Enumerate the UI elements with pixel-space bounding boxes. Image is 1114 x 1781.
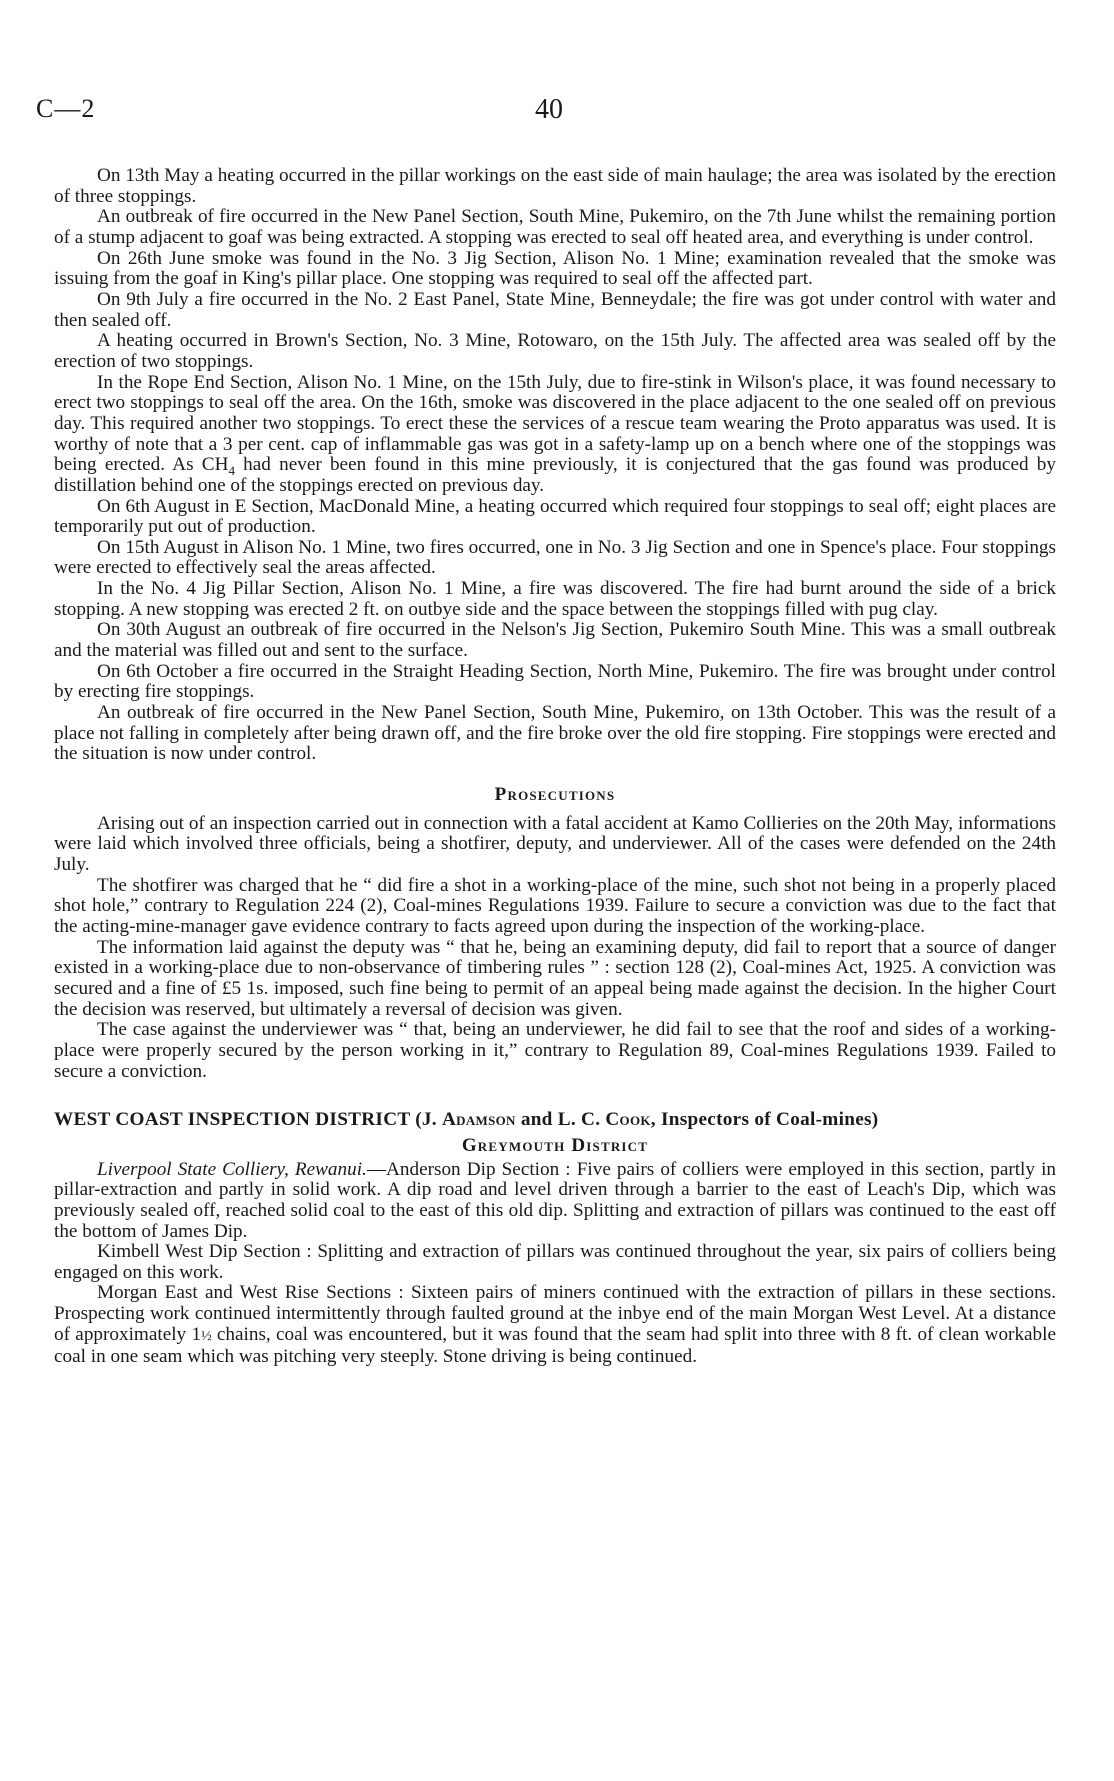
page-reference: C—2 xyxy=(36,94,96,123)
fire-report-paragraph: On 26th June smoke was found in the No. 3 Jig Section, Alison No. 1 Mine; examination revealed that the smoke was issuing from the goaf in King's pillar place. One stopping was required to seal off the affected part. xyxy=(54,247,1056,290)
fire-report-paragraph: On 6th August in E Section, MacDonald Mine, a heating occurred which required four stoppings to seal off; eight places are temporarily put out of production. xyxy=(54,495,1056,538)
colliery-paragraph: Kimbell West Dip Section : Splitting and extraction of pillars was continued throughout the year, six pairs of colliers being engaged on this work. xyxy=(54,1241,1056,1283)
heading-text: and L. C. xyxy=(515,1109,606,1131)
fire-report-paragraph: An outbreak of fire occurred in the New Panel Section, South Mine, Pukemiro, on the 7th June whilst the remaining portion of a stump adjacent to goaf was being extracted. A stopping was erected to seal off heated area, and everything is under control. xyxy=(54,206,1056,248)
fire-report-paragraph: An outbreak of fire occurred in the New Panel Section, South Mine, Pukemiro, on 13th October. This was the result of a place not falling in completely after being drawn off, and the fire broke over the old fire stopping. Fire stoppings were erected and the situation is now under control. xyxy=(54,702,1056,765)
paragraph-text: In the Rope End Section, Alison No. 1 Mine, on the 15th July, due to fire-stink in Wilson's place, it was found necessary to erect two stoppings to seal off the area. On the 16th, smoke was discovered in the place adjacent to the one sealed off on previous day. This required another two stoppings. To erect these the services of a rescue team wearing the Proto apparatus was used. It is worthy of note that a 3 per cent. cap of inflammable gas was got in a safety-lamp up on a bench where one of the stoppings was being erected. As CH xyxy=(54,371,1056,476)
colliery-paragraph xyxy=(54,1160,1056,1243)
fire-report-paragraph: A heating occurred in Brown's Section, No. 3 Mine, Rotowaro, on the 15th July. The affected area was sealed off by the erection of two stoppings. xyxy=(54,330,1056,372)
fire-report-paragraph: In the No. 4 Jig Pillar Section, Alison No. 1 Mine, a fire was discovered. The fire had burnt around the side of a brick stopping. A new stopping was erected 2 ft. on outbye side and the space between the stoppings filled with pug clay. xyxy=(54,578,1056,620)
fire-report-paragraph: On 13th May a heating occurred in the pillar workings on the east side of main haulage; the area was isolated by the erection of three stoppings. xyxy=(54,165,1056,207)
page-number: 40 xyxy=(535,94,563,125)
section-heading-west-coast xyxy=(54,1110,1056,1131)
fraction: ½ xyxy=(201,1328,212,1344)
prosecution-paragraph: The information laid against the deputy was “ that he, being an examining deputy, did fail to report that a source of danger existed in a working-place due to non-observance of timbering rules ” : section 128 (2), Coal-mines Act, 1925. A conviction was secured and a fine of £5 1s. imposed, such fine being to permit of an appeal being made against the decision. In the higher Court the decision was reserved, but ultimately a reversal of decision was given. xyxy=(54,936,1056,1020)
heading-text: , Inspectors of Coal-mines) xyxy=(650,1109,879,1131)
subscript: 4 xyxy=(228,463,235,479)
heading-text: WEST COAST INSPECTION DISTRICT (J. xyxy=(54,1109,442,1131)
section-heading-prosecutions: Prosecutions xyxy=(494,784,616,806)
fire-report-paragraph: On 6th October a fire occurred in the Straight Heading Section, North Mine, Pukemiro. The fire was brought under control by erecting fire stoppings. xyxy=(54,660,1056,703)
paragraph-text: had never been found in this mine previously, it is conjectured that the gas found was produced by distillation behind one of the stoppings erected on previous day. xyxy=(54,454,1056,496)
subheading-greymouth-district: Greymouth District xyxy=(461,1134,649,1156)
body-text xyxy=(54,166,1056,1368)
colliery-name: Liverpool State Colliery, Rewanui. xyxy=(97,1158,367,1180)
paragraph-text: chains, coal was encountered, but it was found that the seam had split into three with 8 ft. of clean workable coal in one seam which was pitching very steeply. Stone driving is being continued. xyxy=(54,1323,1056,1368)
colliery-paragraph xyxy=(54,1283,1056,1368)
paragraph-text: —Anderson Dip Section : Five pairs of colliers were employed in this section, partly in pillar-extraction and partly in solid work. A dip road and level driven through a barrier to the east of Leach's Dip, which was previously sealed off, reached solid coal to the east of this old dip. Splitting and extraction of pillars was continued to the east off the bottom of James Dip. xyxy=(54,1158,1057,1242)
inspector-name: Adamson xyxy=(441,1109,516,1131)
paragraph-text: Morgan East and West Rise Sections : Sixteen pairs of miners continued with the extraction of pillars in these sections. Prospecting work continued intermittently through faulted ground at the inbye end of the main Morgan West Level. At a distance of approximately 1 xyxy=(54,1282,1056,1345)
fire-report-paragraph xyxy=(54,373,1056,497)
fire-report-paragraph: On 9th July a fire occurred in the No. 2 East Panel, State Mine, Benneydale; the fire was got under control with water and then sealed off. xyxy=(54,288,1056,331)
prosecution-paragraph: The case against the underviewer was “ that, being an underviewer, he did fail to see that the roof and sides of a working-place were properly secured by the person working in it,” contrary to Regulation 89, Coal-mines Regulations 1939. Failed to secure a conviction. xyxy=(54,1019,1056,1082)
fire-report-paragraph: On 15th August in Alison No. 1 Mine, two fires occurred, one in No. 3 Jig Section and one in Spence's place. Four stoppings were erected to effectively seal the areas affected. xyxy=(54,536,1056,579)
inspector-name: Cook xyxy=(605,1109,651,1131)
fire-report-paragraph: On 30th August an outbreak of fire occurred in the Nelson's Jig Section, Pukemiro South Mine. This was a small outbreak and the material was filled out and sent to the surface. xyxy=(54,619,1056,662)
prosecution-paragraph: Arising out of an inspection carried out in connection with a fatal accident at Kamo Collieries on the 20th May, informations were laid which involved three officials, being a shotfirer, deputy, and underviewer. All of the cases were defended on the 24th July. xyxy=(54,812,1056,875)
prosecution-paragraph: The shotfirer was charged that he “ did fire a shot in a working-place of the mine, such shot not being in a properly placed shot hole,” contrary to Regulation 224 (2), Coal-mines Regulations 1939. Failure to secure a conviction was due to the fact that the acting-mine-manager gave evidence contrary to facts agreed upon during the inspection of the working-place. xyxy=(54,874,1056,937)
